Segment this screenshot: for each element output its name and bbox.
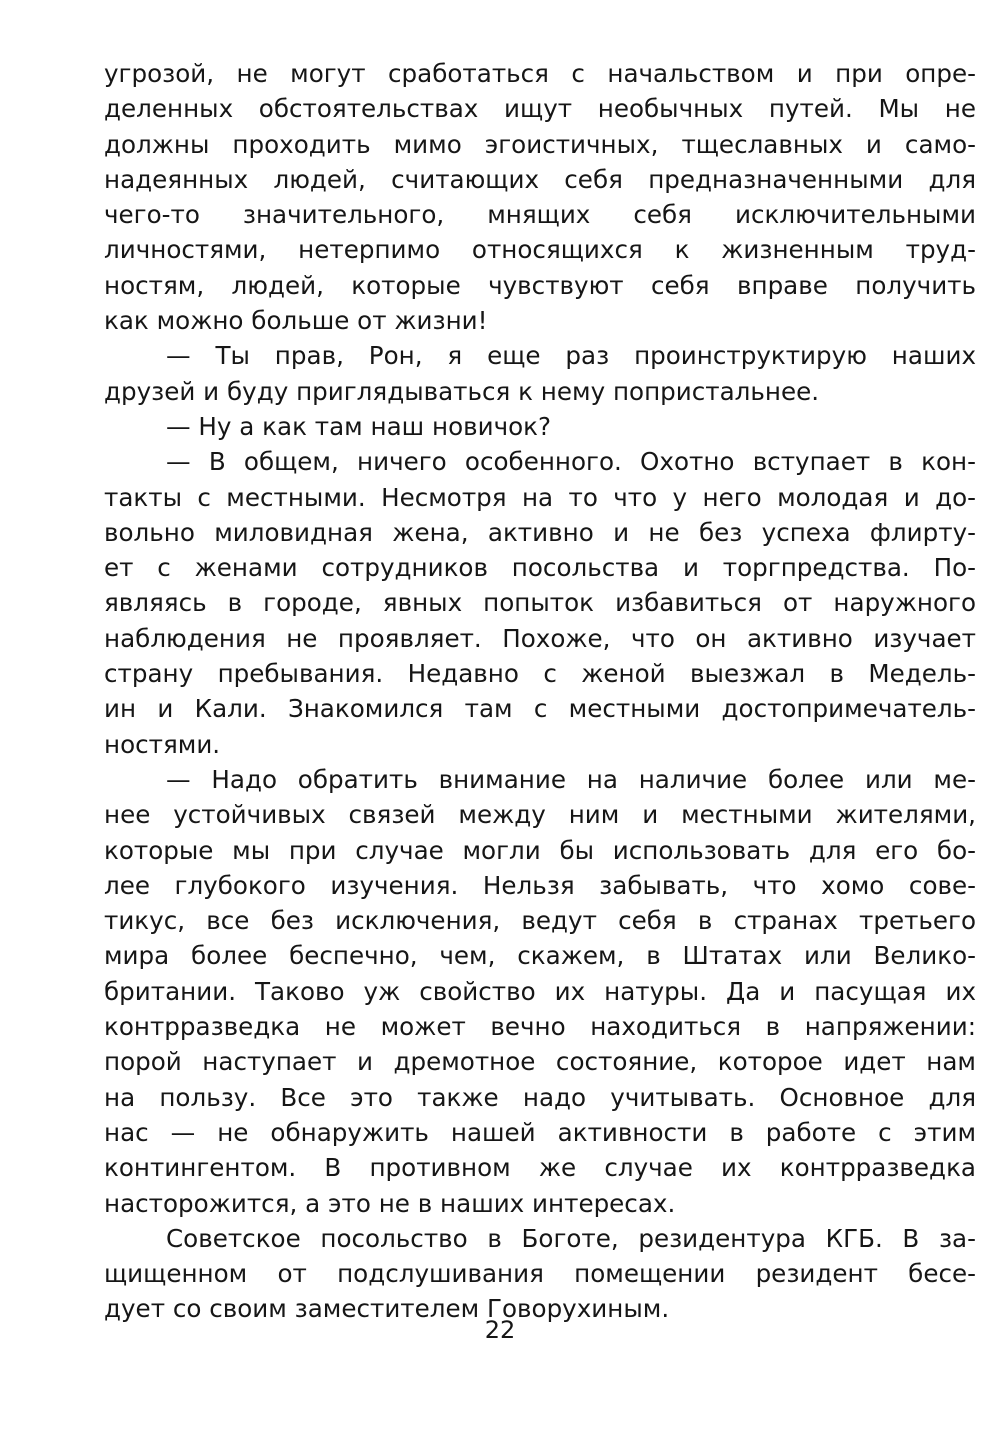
text-line: ет с женами сотрудников посольства и торгпредства. По- — [104, 553, 976, 583]
text-line: угрозой, не могут сработаться с начальством и при опре- — [104, 59, 976, 88]
text-line: — Надо обратить внимание на наличие более или ме- — [166, 764, 976, 794]
text-line: нас — не обнаружить нашей активности в работе с этим — [104, 1117, 976, 1147]
text-line: Советское посольство в Боготе, резидентура КГБ. В за- — [166, 1223, 976, 1253]
text-line: на пользу. Все это также надо учитывать. Основное для — [104, 1082, 976, 1112]
text-line: тикус, все без исключения, ведут себя в странах третьего — [104, 906, 976, 936]
text-line: насторожится, а это не в наших интересах. — [104, 1188, 676, 1218]
page-body-text — [104, 56, 976, 1327]
text-line: лее глубокого изучения. Нельзя забывать, что хомо сове- — [104, 870, 976, 900]
text-line: — В общем, ничего особенного. Охотно вступает в кон- — [166, 447, 976, 477]
text-line: наблюдения не проявляет. Похоже, что он активно изучает — [104, 623, 976, 653]
text-line: — Ну а как там наш новичок? — [166, 411, 552, 441]
text-line: британии. Таково уж свойство их натуры. Да и пасущая их — [104, 976, 976, 1006]
text-line: нее устойчивых связей между ним и местными жителями, — [104, 800, 976, 830]
text-line: вольно миловидная жена, активно и не без успеха флирту- — [104, 517, 976, 547]
text-line: такты с местными. Несмотря на то что у него молодая и до- — [104, 482, 976, 512]
text-line: дует со своим заместителем Говорухиным. — [104, 1294, 670, 1324]
text-line: щищенном от подслушивания помещении резидент бесе- — [104, 1259, 976, 1289]
text-line: ин и Кали. Знакомился там с местными достопримечатель- — [104, 694, 976, 724]
text-line: ностям, людей, которые чувствуют себя вправе получить — [104, 270, 976, 300]
text-line: надеянных людей, считающих себя предназначенными для — [104, 164, 976, 194]
text-line: чего-то значительного, мнящих себя исключительными — [104, 200, 976, 230]
text-line: деленных обстоятельствах ищут необычных путей. Мы не — [104, 94, 976, 124]
text-line: личностями, нетерпимо относящихся к жизненным труд- — [104, 235, 976, 265]
text-line: как можно больше от жизни! — [104, 306, 488, 336]
text-line: должны проходить мимо эгоистичных, тщеславных и само- — [104, 129, 976, 159]
text-line: контрразведка не может вечно находиться в напряжении: — [104, 1012, 976, 1042]
text-line: являясь в городе, явных попыток избавиться от наружного — [104, 588, 976, 618]
text-line: мира более беспечно, чем, скажем, в Штатах или Велико- — [104, 941, 976, 971]
text-line: друзей и буду приглядываться к нему попристальнее. — [104, 376, 820, 406]
text-line: страну пребывания. Недавно с женой выезжал в Медель- — [104, 659, 976, 689]
text-line: контингентом. В противном же случае их контрразведка — [104, 1153, 976, 1183]
text-line: — Ты прав, Рон, я еще раз проинструктирую наших — [166, 341, 976, 371]
page-number: 22 — [484, 1316, 516, 1344]
text-line: ностями. — [104, 729, 221, 759]
text-line: которые мы при случае могли бы использовать для его бо- — [104, 835, 976, 865]
text-line: порой наступает и дремотное состояние, которое идет нам — [104, 1047, 976, 1077]
